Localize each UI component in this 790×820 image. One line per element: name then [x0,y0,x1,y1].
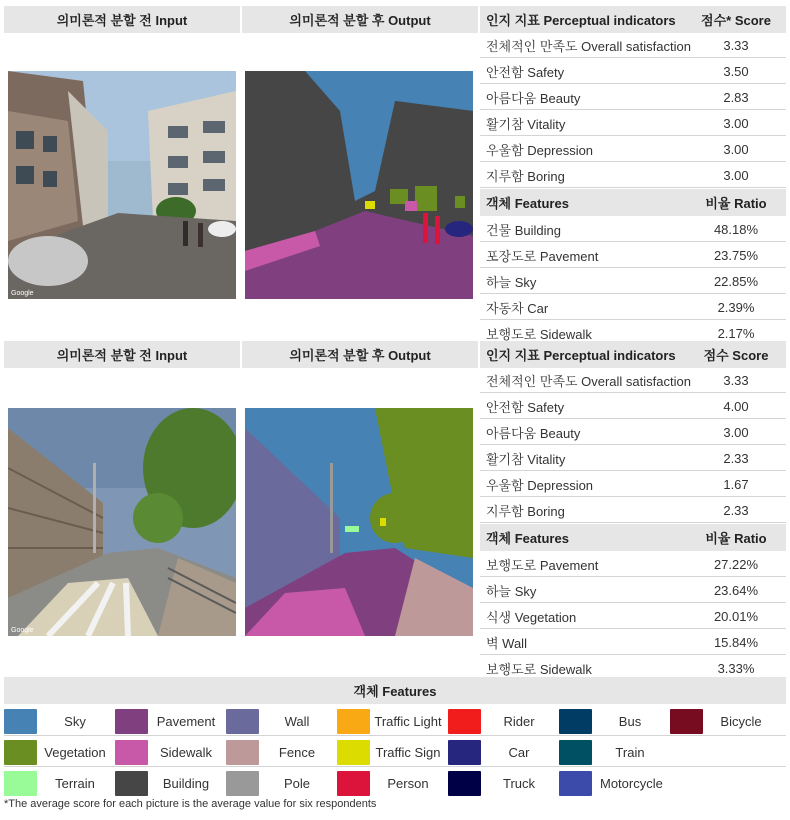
legend-item-terrain [4,768,113,798]
indicator-row [480,498,786,523]
output-header: 의미론적 분할 후 Output [242,341,478,368]
legend-swatch [115,740,148,765]
indicator-row [480,163,786,188]
feature-row [480,269,786,294]
google-watermark: Google [11,627,34,634]
features-header: 객체 Features [486,196,569,211]
feature-ratio: 2.39% [717,299,755,315]
indicator-row [480,137,786,162]
legend-swatch [226,740,259,765]
legend-label: Traffic Light [374,713,442,729]
indicator-label: 전체적인 만족도 Overall satisfaction [486,373,691,389]
legend-item-building [115,768,224,798]
indicator-score: 3.50 [723,63,749,79]
comparison-block-2 [4,341,786,675]
feature-ratio: 20.01% [713,608,759,624]
indicator-score: 3.33 [723,37,749,53]
input-street-photo [8,408,236,636]
legend-swatch [226,771,259,796]
legend-item-bus [559,706,668,736]
feature-label: 보행도로 Pavement [486,557,599,573]
legend-item-traffic-sign [337,737,446,767]
indicator-score: 3.00 [723,115,749,131]
indicators-header: 인지 지표 Perceptual indicators [480,6,686,33]
legend-item-pavement [115,706,224,736]
legend-swatch [448,771,481,796]
feature-ratio: 15.84% [713,634,759,650]
score-header: 점수* Score [686,6,786,33]
legend-label: Sidewalk [159,744,213,760]
legend-swatch [226,709,259,734]
indicator-score: 3.00 [723,167,749,183]
legend-label: Rider [503,713,535,729]
indicator-row [480,446,786,471]
indicator-score: 1.67 [723,476,749,492]
legend-swatch [115,709,148,734]
legend-swatch [4,740,37,765]
legend-swatch [448,740,481,765]
footnote: *The average score for each picture is the average value for six respondents [4,798,377,810]
feature-row [480,217,786,242]
indicator-score: 2.83 [723,89,749,105]
legend-row [4,737,786,767]
legend-title: 객체 Features [4,677,786,704]
legend-swatch [337,709,370,734]
indicator-score: 2.33 [723,450,749,466]
legend-label: Car [508,744,530,760]
feature-label: 자동차 Car [486,300,549,316]
input-header: 의미론적 분할 전 Input [4,6,240,33]
legend-swatch [670,709,703,734]
legend-item-car [448,737,557,767]
indicator-row [480,420,786,445]
input-street-photo [8,71,236,299]
indicator-row [480,472,786,497]
legend-label: Truck [502,775,536,791]
legend-label: Sky [64,713,86,729]
legend-row [4,706,786,736]
feature-ratio: 22.85% [713,273,759,289]
score-header: 점수 Score [686,341,786,368]
feature-row [480,604,786,629]
indicator-label: 활기참 Vitality [486,451,566,467]
feature-label: 보행도로 Sidewalk [486,326,592,342]
indicator-score: 3.00 [723,141,749,157]
feature-ratio: 23.64% [713,582,759,598]
legend-label: Bicycle [720,713,762,729]
indicator-row [480,394,786,419]
legend-swatch [4,771,37,796]
input-header: 의미론적 분할 전 Input [4,341,240,368]
feature-label: 포장도로 Pavement [486,248,599,264]
legend-label: Person [387,775,429,791]
legend-label: Motorcycle [600,775,663,791]
legend-item-fence [226,737,335,767]
legend-swatch [115,771,148,796]
feature-label: 벽 Wall [486,635,527,651]
legend-label: Vegetation [44,744,106,760]
indicator-score: 4.00 [723,398,749,414]
legend-swatch [337,740,370,765]
legend-item-rider [448,706,557,736]
indicator-score: 3.33 [723,372,749,388]
legend-item-wall [226,706,335,736]
indicator-label: 지루함 Boring [486,503,565,519]
legend-swatch [559,771,592,796]
indicator-row [480,111,786,136]
legend-item-motorcycle [559,768,663,798]
legend-label: Wall [284,713,310,729]
feature-ratio: 23.75% [713,247,759,263]
indicator-label: 활기참 Vitality [486,116,566,132]
legend-label: Fence [278,744,316,760]
features-header-row [480,524,786,551]
feature-ratio: 27.22% [713,556,759,572]
indicator-label: 아름다움 Beauty [486,90,581,106]
legend-item-truck [448,768,557,798]
legend-label: Building [162,775,210,791]
indicator-label: 안전함 Safety [486,399,565,415]
indicator-row [480,59,786,84]
output-segmentation-map [245,408,473,636]
legend-item-person [337,768,446,798]
feature-row [480,243,786,268]
legend-item-traffic-light [337,706,446,736]
feature-label: 하늘 Sky [486,274,537,290]
indicator-score: 3.00 [723,424,749,440]
feature-label: 건물 Building [486,222,561,238]
ratio-header: 비율 Ratio [705,531,767,546]
feature-label: 하늘 Sky [486,583,537,599]
ratio-header: 비율 Ratio [705,196,767,211]
indicator-label: 안전함 Safety [486,64,565,80]
feature-label: 보행도로 Sidewalk [486,661,592,677]
output-segmentation-map [245,71,473,299]
indicator-row [480,368,786,393]
feature-ratio: 2.17% [717,325,755,341]
google-watermark: Google [11,290,34,297]
legend-swatch [448,709,481,734]
feature-ratio: 48.18% [713,221,759,237]
legend-item-vegetation [4,737,113,767]
legend-swatch [337,771,370,796]
legend-item-sidewalk [115,737,224,767]
indicator-label: 지루함 Boring [486,168,565,184]
legend-item-train [559,737,668,767]
legend-label: Pole [283,775,311,791]
indicator-label: 전체적인 만족도 Overall satisfaction [486,38,691,54]
indicator-score: 2.33 [723,502,749,518]
legend-swatch [559,709,592,734]
legend-label: Terrain [55,775,95,791]
comparison-block-1 [4,6,786,342]
feature-label: 식생 Vegetation [486,609,577,625]
feature-row [480,295,786,320]
legend-swatch [4,709,37,734]
feature-row [480,578,786,603]
feature-row [480,630,786,655]
indicator-label: 아름다움 Beauty [486,425,581,441]
indicator-row [480,85,786,110]
features-header-row [480,189,786,216]
legend-label: Train [615,744,645,760]
feature-row [480,552,786,577]
legend-label: Pavement [156,713,216,729]
indicator-row [480,33,786,58]
indicator-label: 우울함 Depression [486,142,594,158]
features-header: 객체 Features [486,531,569,546]
feature-ratio: 3.33% [717,660,755,676]
legend-label: Bus [618,713,642,729]
legend-swatch [559,740,592,765]
legend-item-pole [226,768,335,798]
indicator-label: 우울함 Depression [486,477,594,493]
legend-item-bicycle [670,706,779,736]
output-header: 의미론적 분할 후 Output [242,6,478,33]
indicators-header: 인지 지표 Perceptual indicators [480,341,686,368]
legend-item-sky [4,706,113,736]
legend-label: Traffic Sign [375,744,441,760]
legend-row [4,768,786,798]
